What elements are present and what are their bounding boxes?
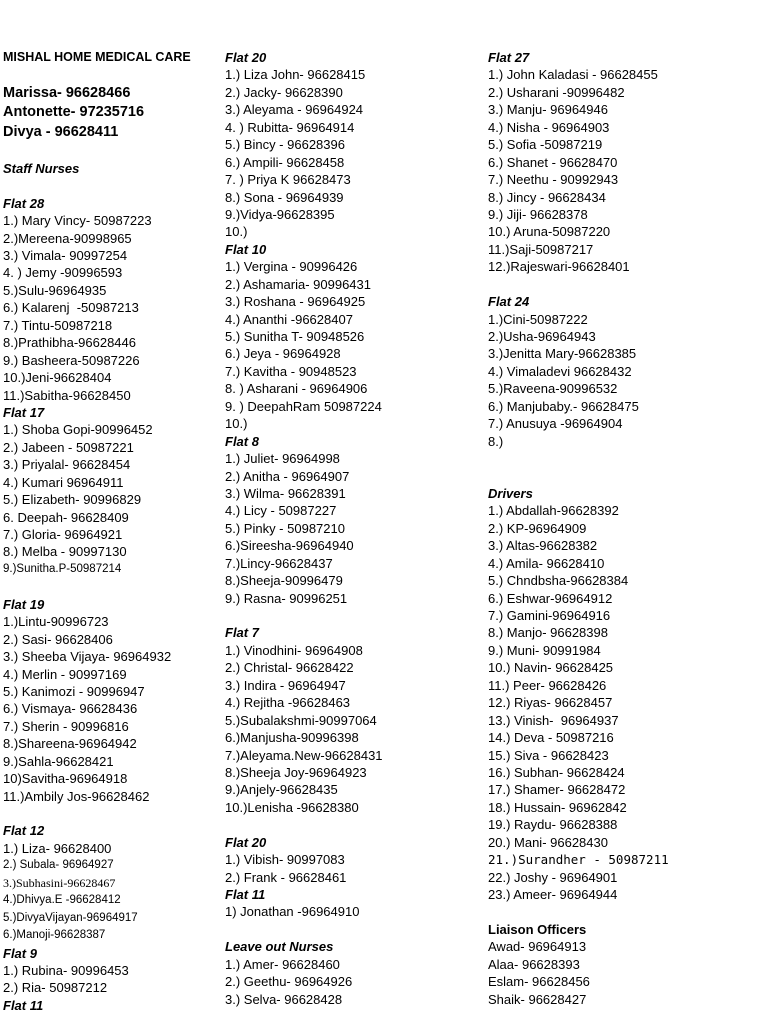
list-item: 5.)Sulu-96964935	[3, 282, 107, 298]
list-item: 2.)Usha-96964943	[488, 329, 596, 344]
list-item: 11.)Sabitha-96628450	[3, 387, 131, 403]
column-right	[488, 49, 758, 1008]
list-item: 3.)Jenitta Mary-96628385	[488, 346, 637, 362]
list-item: 21.)Surandher - 50987211	[488, 852, 669, 868]
list-item: 10.) Aruna-50987220	[488, 224, 611, 240]
list-item: 5.) Pinky - 50987210	[225, 520, 345, 536]
list-item: 6.) Manjubaby.- 96628475	[488, 398, 639, 414]
blank-line	[3, 805, 219, 822]
section-heading: Flat 12	[3, 823, 45, 839]
list-item: 5.)DivyaVijayan-96964917	[3, 911, 138, 924]
section-heading: Flat 11	[225, 887, 266, 902]
list-item: 4. ) Jemy -90996593	[3, 265, 123, 281]
list-item: 7.) Kavitha - 90948523	[225, 363, 357, 379]
list-item: 2.) Geethu- 96964926	[225, 974, 353, 990]
section-heading: Leave out Nurses	[225, 939, 334, 955]
list-item: 2.)Mereena-90998965	[3, 230, 132, 246]
list-item: 1.) John Kaladasi - 96628455	[488, 67, 658, 83]
section-heading: Flat 24	[488, 294, 530, 310]
blank-line	[3, 142, 219, 159]
manager-contact: Antonette- 97235716	[3, 104, 145, 121]
section-heading: Flat 28	[3, 195, 45, 211]
list-item: 10.)Lenisha -96628380	[225, 799, 359, 815]
blank-line	[225, 921, 480, 938]
list-item: 9.)Anjely-96628435	[225, 782, 338, 798]
list-item: 1.)Cini-50987222	[488, 311, 588, 327]
list-item: 10.)Jeni-96628404	[3, 370, 112, 386]
list-item: 9. ) DeepahRam 50987224	[225, 398, 382, 414]
list-item: 4.) Kumari 96964911	[3, 474, 124, 490]
list-item: 6.) Shanet - 96628470	[488, 154, 618, 170]
list-item: 8.)Sheeja-90996479	[225, 573, 343, 589]
list-item: 2.) Jacky- 96628390	[225, 84, 343, 100]
list-item: 9.) Basheera-50987226	[3, 352, 140, 368]
list-item: 8.)Sheeja Joy-96964923	[225, 764, 367, 780]
list-item: 8.) Sona - 96964939	[225, 189, 344, 205]
section-heading: Liaison Officers	[488, 921, 587, 937]
list-item: 3.) Aleyama - 96964924	[225, 102, 364, 118]
list-item: 3.) Sheeba Vijaya- 96964932	[3, 649, 172, 665]
list-item: 19.) Raydu- 96628388	[488, 817, 618, 833]
list-item: 6.)Manjusha-90996398	[225, 730, 359, 746]
list-item: 8.)Prathibha-96628446	[3, 335, 136, 351]
list-item: 4.) Rejitha -96628463	[225, 695, 351, 711]
list-item: 9.) Muni- 90991984	[488, 642, 601, 658]
list-item: 3.) Roshana - 96964925	[225, 294, 366, 310]
list-item: 5.) Sunitha T- 90948526	[225, 329, 365, 344]
list-item: 1.) Vibish- 90997083	[225, 852, 345, 868]
column-left	[3, 49, 219, 1014]
list-item: 1.) Amer- 96628460	[225, 956, 340, 972]
list-item: 6.)Sireesha-96964940	[225, 538, 354, 554]
list-item: 7.)Aleyama.New-96628431	[225, 747, 383, 763]
list-item: 13.) Vinish- 96964937	[488, 712, 619, 728]
list-item: 4.) Merlin - 90997169	[3, 666, 127, 682]
list-item: 1.) Vergina - 90996426	[225, 259, 358, 275]
list-item: 1.) Liza- 96628400	[3, 840, 112, 856]
list-item: 23.) Ameer- 96964944	[488, 887, 618, 902]
section-heading: Flat 11	[3, 997, 44, 1013]
list-item: 1.) Rubina- 90996453	[3, 962, 129, 978]
list-item: 6.) Kalarenj -50987213	[3, 300, 139, 316]
blank-line	[488, 468, 758, 485]
list-item: Awad- 96964913	[488, 939, 587, 955]
list-item: 6.) Eshwar-96964912	[488, 590, 613, 606]
list-item: 8.) Manjo- 96628398	[488, 625, 608, 641]
list-item: 7.) Neethu - 90992943	[488, 172, 619, 188]
list-item: 4.)Dhivya.E -96628412	[3, 894, 121, 907]
list-item: 5.)Raveena-90996532	[488, 381, 618, 397]
section-heading: Flat 27	[488, 50, 530, 65]
list-item: 14.) Deva - 50987216	[488, 730, 614, 746]
list-item: 2.) Jabeen - 50987221	[3, 439, 134, 455]
manager-contact: Divya - 96628411	[3, 123, 119, 140]
list-item: 1.) Liza John- 96628415	[225, 67, 366, 83]
list-item: 1) Jonathan -96964910	[225, 904, 360, 920]
list-item: 17.) Shamer- 96628472	[488, 782, 626, 798]
list-item: 5.) Bincy - 96628396	[225, 137, 345, 153]
list-item: 12.)Rajeswari-96628401	[488, 259, 630, 275]
list-item: 6.)Manoji-96628387	[3, 929, 106, 942]
section-heading: Drivers	[488, 485, 533, 501]
section-heading: Flat 17	[3, 404, 45, 420]
list-item: 4.) Licy - 50987227	[225, 503, 337, 519]
list-item: 10.)	[225, 416, 248, 432]
list-item: 3.)Subhasini-96628467	[3, 875, 116, 890]
list-item: 4. ) Rubitta- 96964914	[225, 119, 355, 135]
list-item: 5.) Kanimozi - 90996947	[3, 683, 145, 699]
blank-line	[488, 450, 758, 467]
blank-line	[3, 177, 219, 194]
list-item: 7.)Lincy-96628437	[225, 555, 333, 571]
list-item: 3.) Indira - 96964947	[225, 677, 346, 693]
list-item: 9.)Vidya-96628395	[225, 206, 335, 222]
list-item: 2.) Subala- 96964927	[3, 859, 114, 872]
list-item: 18.) Hussain- 96962842	[488, 799, 627, 815]
list-item: 10.)	[225, 224, 248, 240]
list-item: 2.) Usharani -90996482	[488, 84, 625, 100]
list-item: 7.) Gamini-96964916	[488, 608, 611, 623]
list-item: 5.) Sofia -50987219	[488, 137, 603, 153]
list-item: 1.)Lintu-90996723	[3, 614, 109, 630]
list-item: 16.) Subhan- 96628424	[488, 764, 625, 780]
list-item: 9.) Rasna- 90996251	[225, 590, 348, 606]
list-item: 1.) Abdallah-96628392	[488, 503, 619, 519]
blank-line	[3, 66, 219, 83]
list-item: 9.)Sahla-96628421	[3, 753, 114, 769]
list-item: 6.) Ampili- 96628458	[225, 154, 345, 170]
list-item: 11.) Peer- 96628426	[488, 677, 607, 693]
section-heading: Flat 7	[225, 625, 259, 641]
list-item: 1.) Shoba Gopi-90996452	[3, 422, 153, 438]
list-item: 8. ) Asharani - 96964906	[225, 381, 368, 397]
section-heading: Flat 9	[3, 945, 37, 961]
list-item: 15.) Siva - 96628423	[488, 747, 609, 763]
section-heading: Flat 8	[225, 433, 259, 449]
list-item: 3.) Vimala- 90997254	[3, 248, 128, 263]
section-heading: Flat 19	[3, 596, 45, 612]
list-item: 5.)Subalakshmi-90997064	[225, 712, 377, 728]
blank-line	[488, 903, 758, 920]
list-item: 1.) Juliet- 96964998	[225, 451, 340, 467]
list-item: 2.) Ria- 50987212	[3, 980, 108, 996]
list-item: 6.) Jeya - 96964928	[225, 346, 341, 362]
document-title: MISHAL HOME MEDICAL CARE	[3, 50, 191, 64]
list-item: 10)Savitha-96964918	[3, 771, 128, 787]
list-item: 3.) Altas-96628382	[488, 538, 598, 554]
list-item: Eslam- 96628456	[488, 974, 590, 990]
section-heading: Flat 20	[225, 50, 267, 65]
list-item: 3.) Wilma- 96628391	[225, 485, 346, 501]
list-item: 1.) Mary Vincy- 50987223	[3, 213, 152, 229]
list-item: 22.) Joshy - 96964901	[488, 869, 618, 885]
list-item: 7.) Sherin - 90996816	[3, 718, 129, 734]
list-item: 8.) Melba - 90997130	[3, 544, 127, 560]
list-item: 9.) Jiji- 96628378	[488, 206, 588, 222]
list-item: 2.) Sasi- 96628406	[3, 631, 113, 647]
list-item: 3.) Manju- 96964946	[488, 102, 608, 118]
section-heading: Flat 10	[225, 241, 267, 257]
list-item: 8.)Shareena-96964942	[3, 736, 137, 752]
list-item: 2.) Frank - 96628461	[225, 869, 347, 885]
list-item: 2.) KP-96964909	[488, 520, 587, 536]
manager-contact: Marissa- 96628466	[3, 84, 131, 101]
list-item: 2.) Christal- 96628422	[225, 660, 354, 676]
list-item: 4.) Ananthi -96628407	[225, 311, 353, 327]
list-item: 7.) Anusuya -96964904	[488, 416, 623, 432]
list-item: 7.) Gloria- 96964921	[3, 527, 123, 542]
section-heading: Flat 20	[225, 834, 267, 850]
list-item: 2.) Ashamaria- 90996431	[225, 276, 371, 292]
list-item: 7.) Tintu-50987218	[3, 317, 113, 333]
list-item: 20.) Mani- 96628430	[488, 834, 608, 850]
column-middle	[225, 49, 480, 1008]
blank-line	[225, 607, 480, 624]
list-item: Alaa- 96628393	[488, 956, 580, 972]
blank-line	[3, 578, 219, 595]
list-item: Shaik- 96628427	[488, 991, 587, 1007]
list-item: 3.) Priyalal- 96628454	[3, 457, 131, 473]
list-item: 10.) Navin- 96628425	[488, 660, 614, 676]
list-item: 12.) Riyas- 96628457	[488, 695, 613, 711]
list-item: 4.) Nisha - 96964903	[488, 119, 610, 135]
list-item: 7. ) Priya K 96628473	[225, 172, 351, 188]
list-item: 6.) Vismaya- 96628436	[3, 701, 138, 717]
list-item: 9.)Sunitha.P-50987214	[3, 562, 122, 575]
list-item: 2.) Anitha - 96964907	[225, 468, 350, 484]
list-item: 5.) Chndbsha-96628384	[488, 573, 629, 589]
blank-line	[488, 276, 758, 293]
list-item: 11.)Ambily Jos-96628462	[3, 788, 150, 804]
list-item: 5.) Elizabeth- 90996829	[3, 492, 142, 508]
list-item: 11.)Saji-50987217	[488, 241, 594, 257]
list-item: 4.) Amila- 96628410	[488, 555, 605, 571]
list-item: 3.) Selva- 96628428	[225, 991, 343, 1007]
list-item: 1.) Vinodhini- 96964908	[225, 642, 363, 658]
list-item: 8.) Jincy - 96628434	[488, 189, 606, 205]
list-item: 4.) Vimaladevi 96628432	[488, 363, 632, 379]
section-heading: Staff Nurses	[3, 160, 80, 176]
list-item: 6. Deepah- 96628409	[3, 509, 129, 525]
blank-line	[225, 816, 480, 833]
list-item: 8.)	[488, 433, 504, 449]
